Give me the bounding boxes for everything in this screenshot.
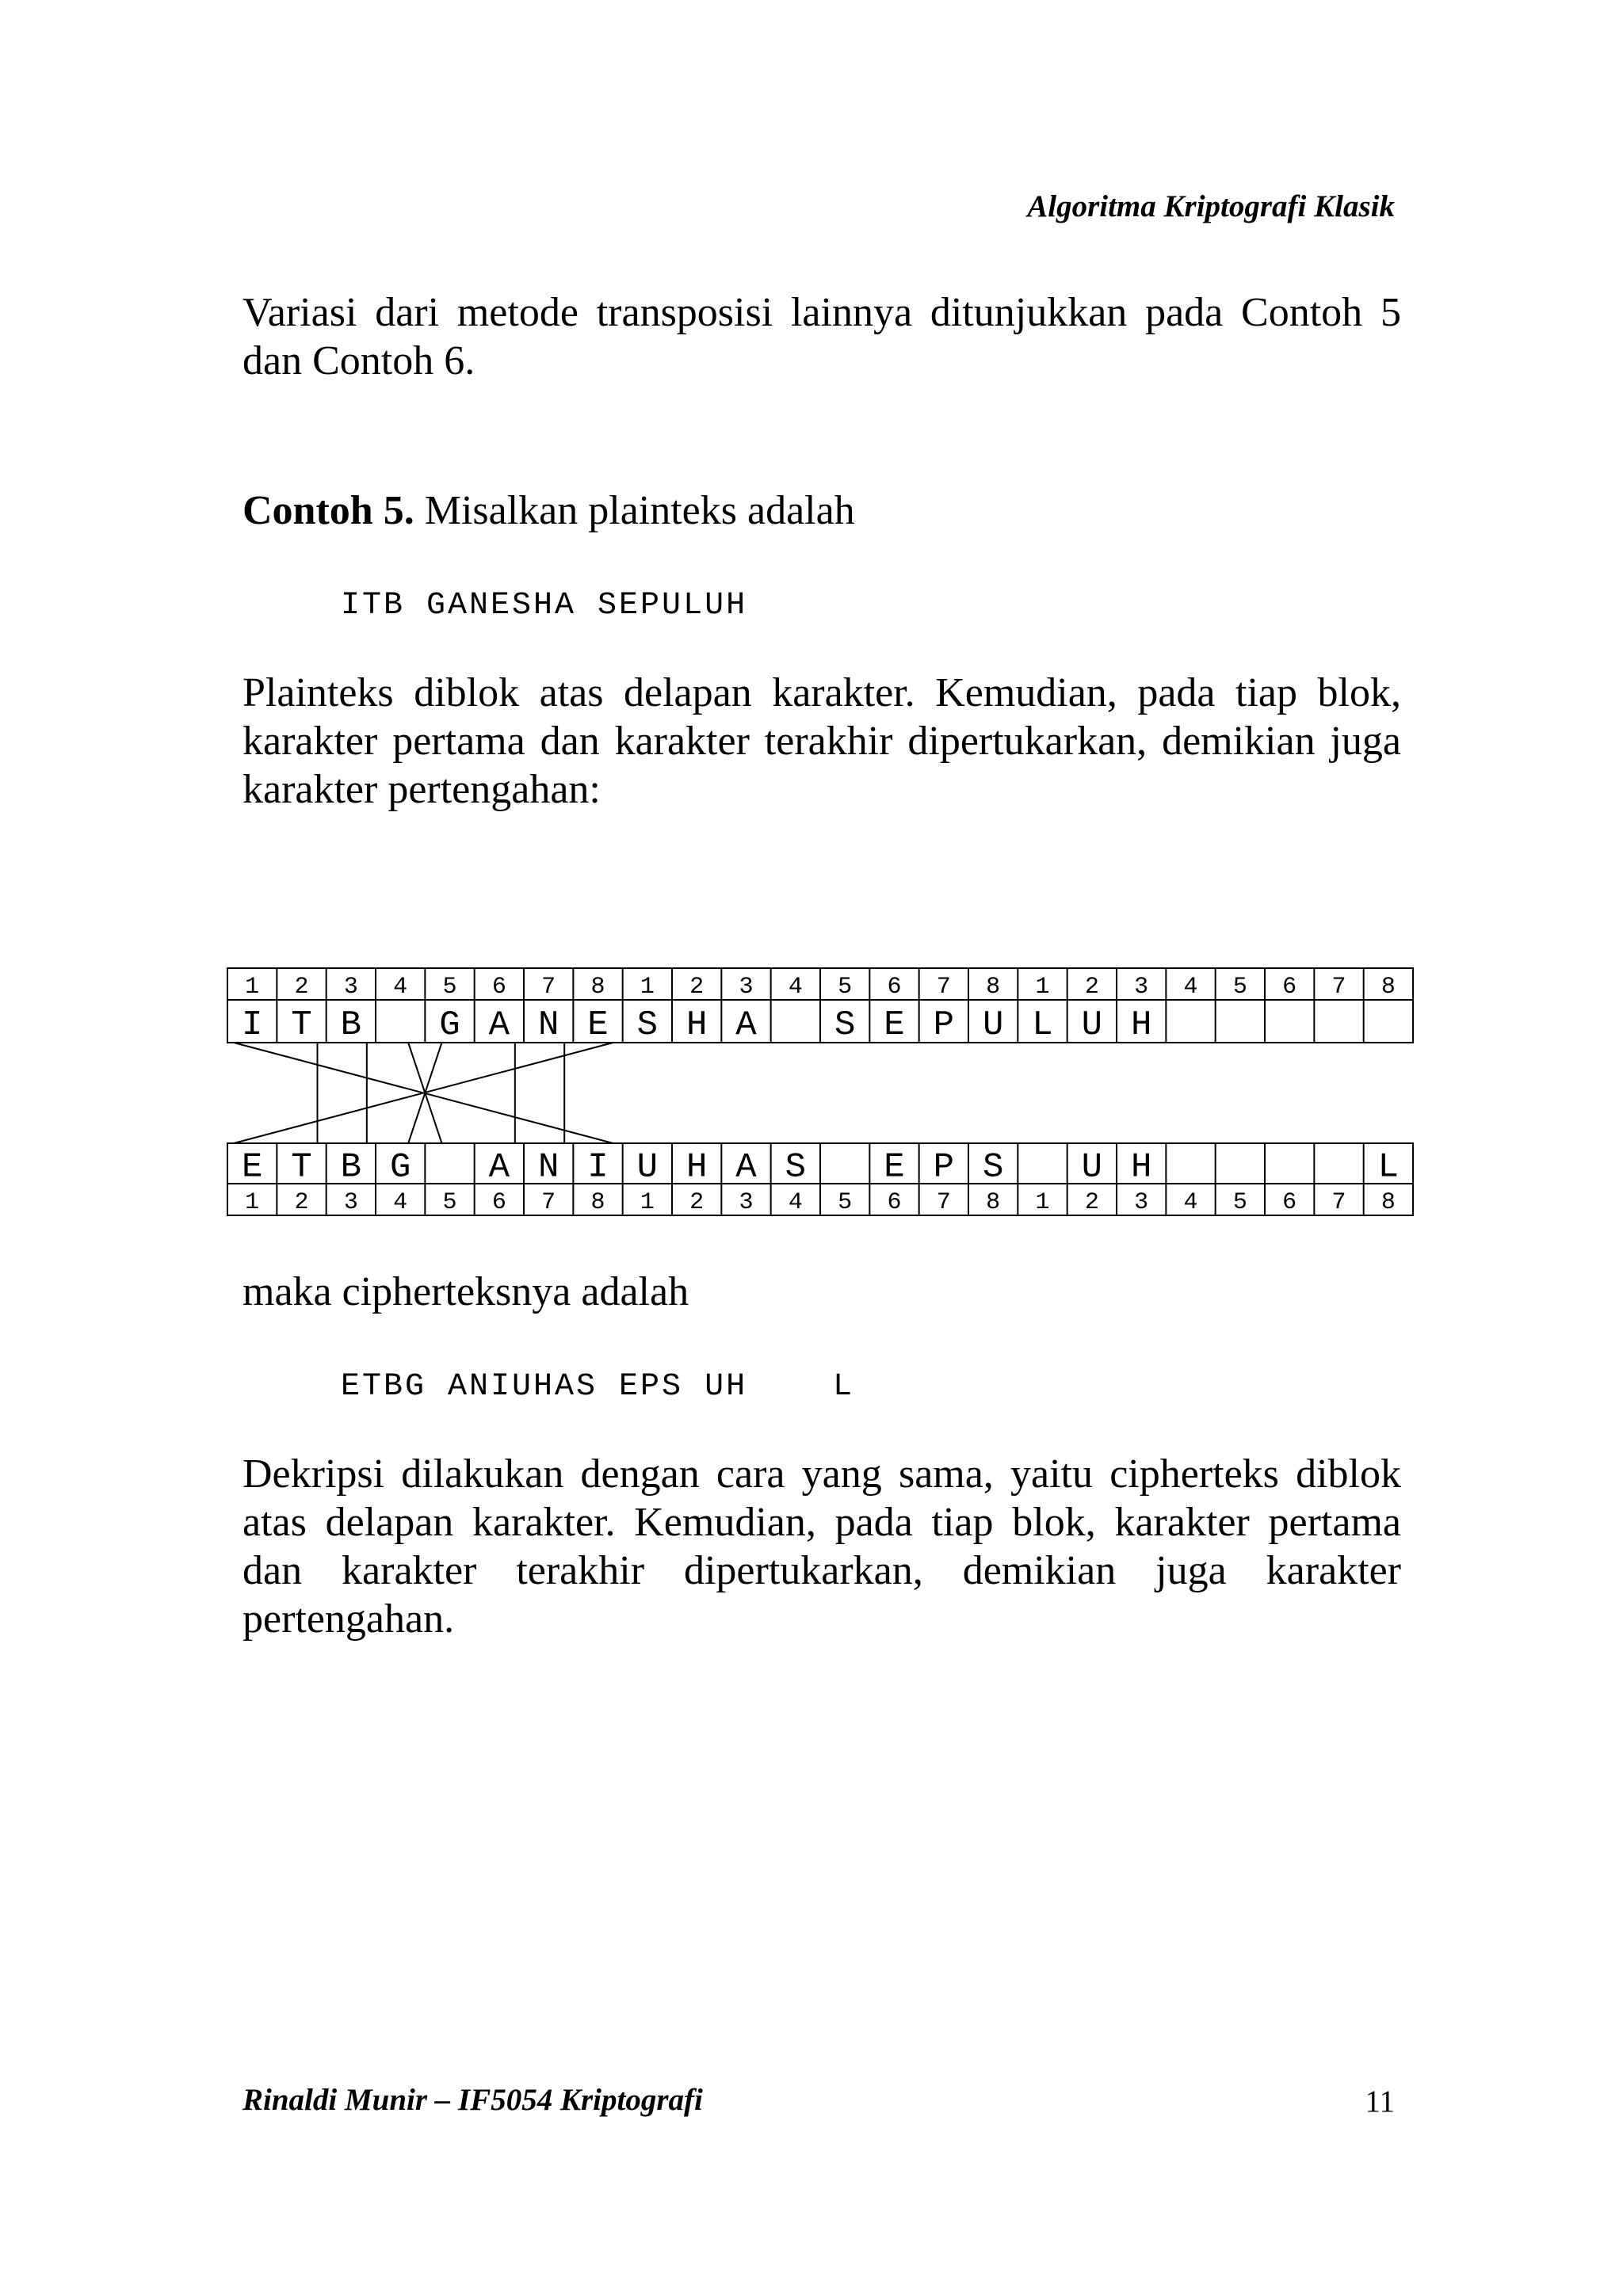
bottom-index-cell: 2 (689, 1188, 705, 1216)
top-char-cell: U (982, 1005, 1004, 1045)
ciphertext-code: ETBG ANIUHAS EPS UH L (341, 1369, 855, 1405)
bottom-index-cell: 2 (294, 1188, 309, 1216)
ciphertext-intro: maka cipherteksnya adalah (242, 1269, 689, 1314)
description-paragraph: Plainteks diblok atas delapan karakter. Kemudian, pada tiap blok, karakter pertama dan karakter terakhir dipertukarkan, demikian juga karakter pertengahan: (242, 670, 1401, 812)
bottom-index-cell: 8 (986, 1188, 1001, 1216)
top-index-cell: 1 (1035, 973, 1050, 1001)
top-index-cell: 4 (393, 973, 408, 1001)
bottom-index-cell: 4 (788, 1188, 803, 1216)
top-index-cell: 8 (986, 973, 1001, 1001)
top-char-cell: N (537, 1005, 559, 1045)
plaintext-code: ITB GANESHA SEPULUH (341, 588, 748, 624)
diagram-swap-lines (234, 1043, 613, 1143)
bottom-char-cell: L (1377, 1147, 1400, 1188)
bottom-index-cell: 1 (640, 1188, 655, 1216)
bottom-char-cell: G (389, 1147, 411, 1188)
top-index-cell: 3 (1134, 973, 1149, 1001)
bottom-char-cell: A (488, 1147, 510, 1188)
bottom-char-cell: B (340, 1147, 362, 1188)
top-index-cell: 7 (541, 973, 556, 1001)
bottom-index-cell: 8 (590, 1188, 605, 1216)
decryption-paragraph: Dekripsi dilakukan dengan cara yang sama, yaitu cipherteks diblok atas delapan karakter. Kemudian, pada tiap blok, karakter pertama dan karakter terakhir dipertukarkan, demikian juga karakter pertengahan. (242, 1451, 1401, 1642)
bottom-index-cell: 5 (442, 1188, 457, 1216)
bottom-char-cell: I (587, 1147, 609, 1188)
top-char-cell: E (884, 1005, 905, 1045)
bottom-index-cell: 5 (1232, 1188, 1247, 1216)
top-char-cell: H (685, 1005, 708, 1045)
bottom-index-cell: 4 (1183, 1188, 1198, 1216)
top-char-cell: T (291, 1005, 312, 1045)
bottom-char-cell: P (933, 1147, 955, 1188)
top-index-cell: 6 (887, 973, 902, 1001)
bottom-index-cell: 3 (343, 1188, 358, 1216)
top-index-cell: 3 (343, 973, 358, 1001)
top-char-cell: S (834, 1005, 856, 1045)
footer-author: Rinaldi Munir – IF5054 Kriptografi (242, 2083, 703, 2117)
top-index-cell: 2 (1084, 973, 1099, 1001)
running-header: Algoritma Kriptografi Klasik (1027, 189, 1395, 223)
top-char-cell: B (340, 1005, 362, 1045)
top-index-cell: 2 (689, 973, 705, 1001)
bottom-index-cell: 2 (1084, 1188, 1099, 1216)
top-index-cell: 5 (838, 973, 853, 1001)
bottom-char-cell: N (537, 1147, 559, 1188)
top-char-cell: S (636, 1005, 659, 1045)
top-char-cell: H (1130, 1005, 1152, 1045)
intro-paragraph: Variasi dari metode transposisi lainnya ditunjukkan pada Contoh 5 dan Contoh 6. (242, 290, 1401, 383)
bottom-char-cell: U (636, 1147, 659, 1188)
top-index-cell: 2 (294, 973, 309, 1001)
top-index-cell: 4 (1183, 973, 1198, 1001)
bottom-char-cell: T (291, 1147, 312, 1188)
bottom-index-cell: 1 (245, 1188, 260, 1216)
example-text: Misalkan plainteks adalah (414, 488, 855, 533)
top-char-cell: A (735, 1005, 757, 1045)
top-char-cell: P (933, 1005, 955, 1045)
top-index-cell: 7 (936, 973, 951, 1001)
bottom-index-cell: 7 (936, 1188, 951, 1216)
top-char-cell: G (439, 1005, 460, 1045)
bottom-index-cell: 7 (541, 1188, 556, 1216)
top-char-cell: A (488, 1005, 510, 1045)
top-char-cell: I (241, 1005, 263, 1045)
bottom-index-cell: 6 (491, 1188, 506, 1216)
bottom-char-cell: E (884, 1147, 905, 1188)
top-index-cell: 5 (1232, 973, 1247, 1001)
top-index-cell: 6 (1282, 973, 1297, 1001)
bottom-index-cell: 3 (1134, 1188, 1149, 1216)
top-index-cell: 6 (491, 973, 506, 1001)
bottom-char-cell: H (685, 1147, 708, 1188)
bottom-char-cell: A (735, 1147, 757, 1188)
top-index-cell: 1 (640, 973, 655, 1001)
top-char-cell: U (1081, 1005, 1103, 1045)
bottom-index-cell: 3 (739, 1188, 754, 1216)
bottom-index-cell: 7 (1331, 1188, 1346, 1216)
top-char-cell: L (1032, 1005, 1053, 1045)
bottom-index-cell: 6 (887, 1188, 902, 1216)
bottom-char-cell: H (1130, 1147, 1152, 1188)
page-number: 11 (1365, 2084, 1395, 2119)
top-char-cell: E (587, 1005, 609, 1045)
bottom-index-cell: 8 (1381, 1188, 1396, 1216)
bottom-index-cell: 6 (1282, 1188, 1297, 1216)
top-index-cell: 5 (442, 973, 457, 1001)
example-label: Contoh 5. (242, 488, 414, 533)
top-index-cell: 8 (590, 973, 605, 1001)
top-index-cell: 1 (245, 973, 260, 1001)
top-index-cell: 7 (1331, 973, 1346, 1001)
top-index-cell: 8 (1381, 973, 1396, 1001)
bottom-char-cell: S (982, 1147, 1004, 1188)
bottom-char-cell: E (241, 1147, 263, 1188)
bottom-index-cell: 4 (393, 1188, 408, 1216)
bottom-char-cell: U (1081, 1147, 1103, 1188)
bottom-index-cell: 5 (838, 1188, 853, 1216)
top-index-cell: 3 (739, 973, 754, 1001)
bottom-index-cell: 1 (1035, 1188, 1050, 1216)
top-index-cell: 4 (788, 973, 803, 1001)
bottom-char-cell: S (785, 1147, 807, 1188)
